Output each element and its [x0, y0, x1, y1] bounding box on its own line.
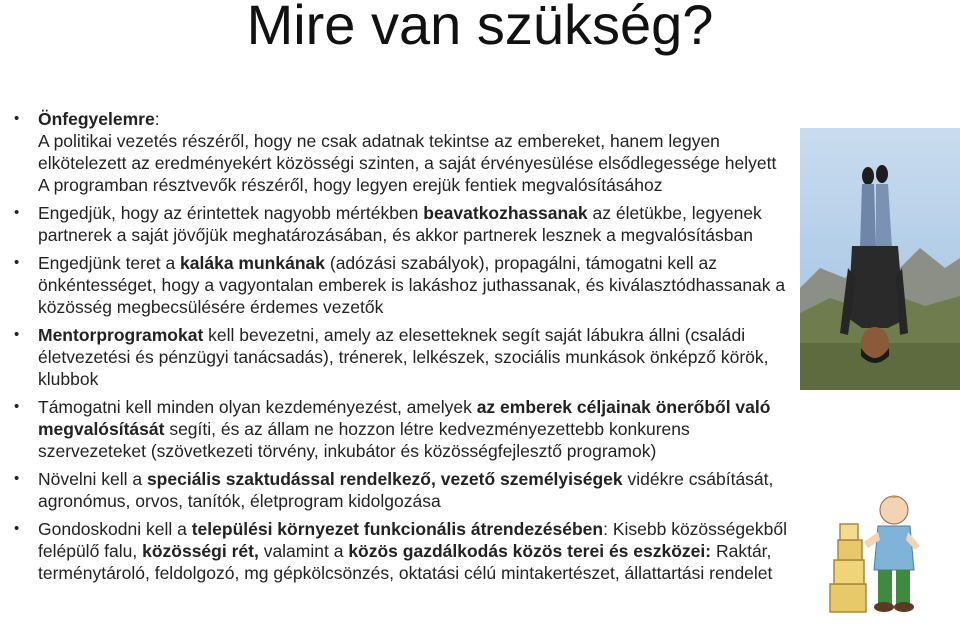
list-item: • Mentorprogramokat kell bevezetni, amely az elesetteknek segít saját lábukra állni (családi életvezetési és pénzügyi tanácsadás), trénerek, lelkészek, szociális munkások önképző körök, klubbok: [14, 325, 769, 389]
bullet-icon: •: [14, 326, 20, 343]
list-item: • Növelni kell a speciális szaktudással rendelkező, vezető személyiségek vidékre csábítását, agronómus, orvos, tanítók, életprogram kidolgozása: [14, 469, 774, 511]
bullet-icon: •: [14, 398, 20, 415]
bullet-icon: •: [14, 254, 20, 271]
bullet-icon: •: [14, 110, 20, 127]
bullet-icon: •: [14, 470, 20, 487]
bullet-list: [14, 108, 790, 584]
item-heading: Önfegyelemre:: [38, 109, 160, 129]
bullet-icon: •: [14, 204, 20, 221]
list-item: [14, 108, 790, 130]
sub-line: A politikai vezetés részéről, hogy ne csak adatnak tekintse az embereket, hanem legyen elkötelezett az eredményekért közösségi szinten, a saját érvényesülése elsődlegessége helyett: [38, 131, 777, 173]
sub-line: A programban résztvevők részéről, hogy legyen erejük fentiek megvalósításához: [38, 175, 663, 195]
list-item: • Gondoskodni kell a települési környezet funkcionális átrendezésében: Kisebb közösségekből felépülő falu, közösségi rét, valamint a közös gazdálkodás közös terei és eszközei: Raktár, terménytároló, feldolgozó, mg gépkölcsönzés, oktatási célú mintakertészet, állattartási rendelet: [14, 519, 787, 583]
bullet-icon: •: [14, 520, 20, 537]
child-building-blocks: [820, 486, 940, 616]
upside-down-man-photo: [800, 128, 960, 390]
slide-title: Mire van szükség?: [246, 0, 714, 56]
list-item: • Engedjük, hogy az érintettek nagyobb mértékben beavatkozhassanak az életükbe, legyenek partnerek a saját jövőjük meghatározásában, és akkor partnerek lesznek a megvalósításban: [14, 203, 762, 245]
list-item: • Támogatni kell minden olyan kezdeményezést, amelyek az emberek céljainak önerőből való megvalósítását segíti, és az állam ne hozzon létre kedvezményezettebb konkurens szervezeteket (szövetkezeti törvény, inkubátor és közösségfejlesztő programok): [14, 397, 771, 461]
list-item: • Engedjünk teret a kaláka munkának (adózási szabályok), propagálni, támogatni kell az önkéntességet, hogy a vagyontalan emberek is lakáshoz juthassanak, és kiválasztódhassanak a közösség megbecsülésére érdemes vezetők: [14, 253, 786, 317]
